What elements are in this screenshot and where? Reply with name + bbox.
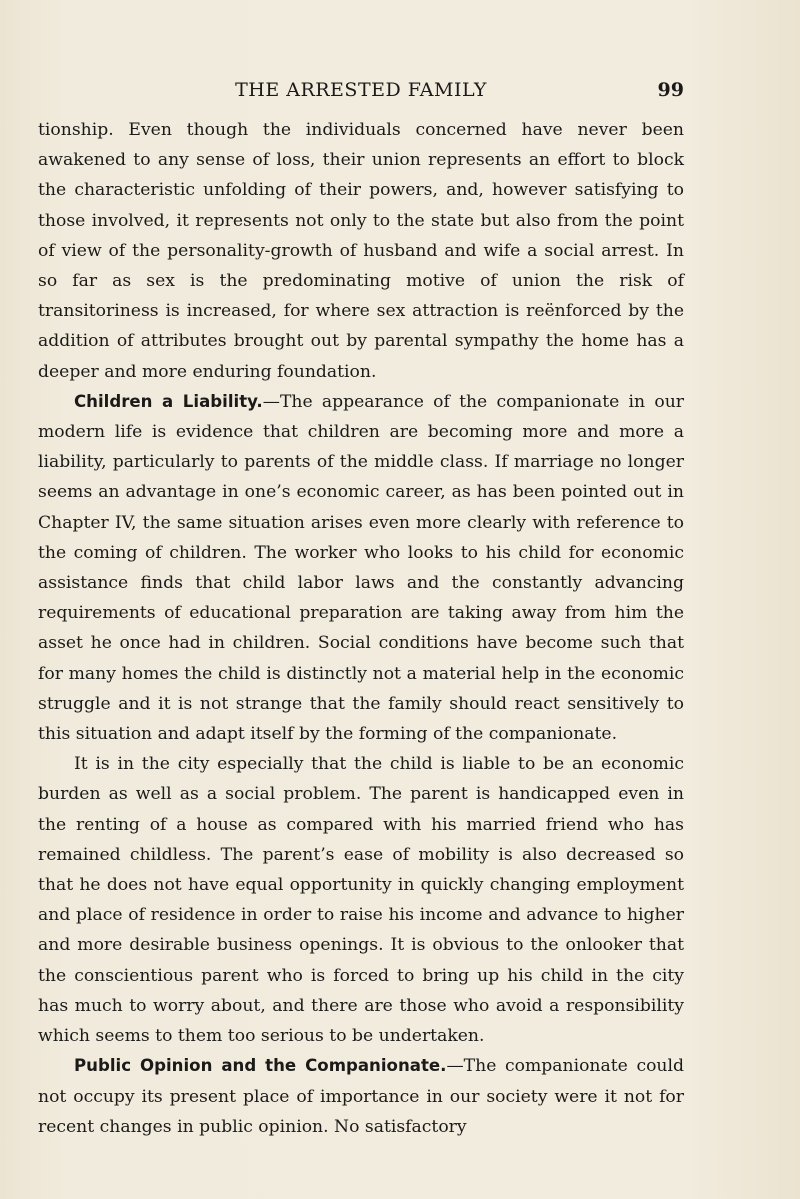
page-header xyxy=(38,76,684,104)
section-heading-children-liability: Children a Liability. xyxy=(74,391,263,411)
paragraph-city-burden xyxy=(38,749,684,1051)
paragraph-text: —The companionate could not occupy its present place of importance in our society were it not for recent changes in public opinion. No satisfactory xyxy=(38,1056,684,1137)
paragraph-public-opinion xyxy=(38,1051,684,1142)
page-number: 99 xyxy=(657,79,684,101)
section-heading-public-opinion: Public Opinion and the Companionate. xyxy=(74,1056,447,1076)
paragraph-continuation xyxy=(38,115,684,387)
paragraph-text: tionship. Even though the individuals concerned have never been awakened to any sense of loss, their union represents an effort to block the characteristic unfolding of their powers, and, however satisfying to those involved, it represents not only to the state but also from the point of view of the personality-growth of husband and wife a social arrest. In so far as sex is the predominating motive of union the risk of transitoriness is increased, for where sex attraction is reënforced by the addition of attributes brought out by parental sympathy the home has a deeper and more enduring foundation. xyxy=(38,120,684,382)
paragraph-text: —The appearance of the companionate in our modern life is evidence that children are becoming more and more a liability, particularly to parents of the middle class. If marriage no longer seems an advantage in one’s economic career, as has been pointed out in Chapter IV, the same situation arises even more clearly with reference to the coming of children. The worker who looks to his child for economic assistance finds that child labor laws and the constantly advancing requirements of educational preparation are taking away from him the asset he once had in children. Social conditions have become such that for many homes the child is distinctly not a material help in the economic struggle and it is not strange that the family should react sensitively to this situation and adapt itself by the forming of the companionate. xyxy=(38,391,684,745)
running-title: THE ARRESTED FAMILY xyxy=(235,79,487,101)
paragraph-text: It is in the city especially that the child is liable to be an economic burden as well as a social problem. The parent is handicapped even in the renting of a house as compared with his married friend who has remained childless. The parent’s ease of mobility is also decreased so that he does not have equal opportunity in quickly changing employment and place of residence in order to raise his income and advance to higher and more desirable business openings. It is obvious to the onlooker that the conscientious parent who is forced to bring up his child in the city has much to worry about, and there are those who avoid a responsibility which seems to them too serious to be undertaken. xyxy=(38,754,684,1047)
paragraph-children-liability xyxy=(38,387,684,749)
body-text xyxy=(38,115,684,1142)
